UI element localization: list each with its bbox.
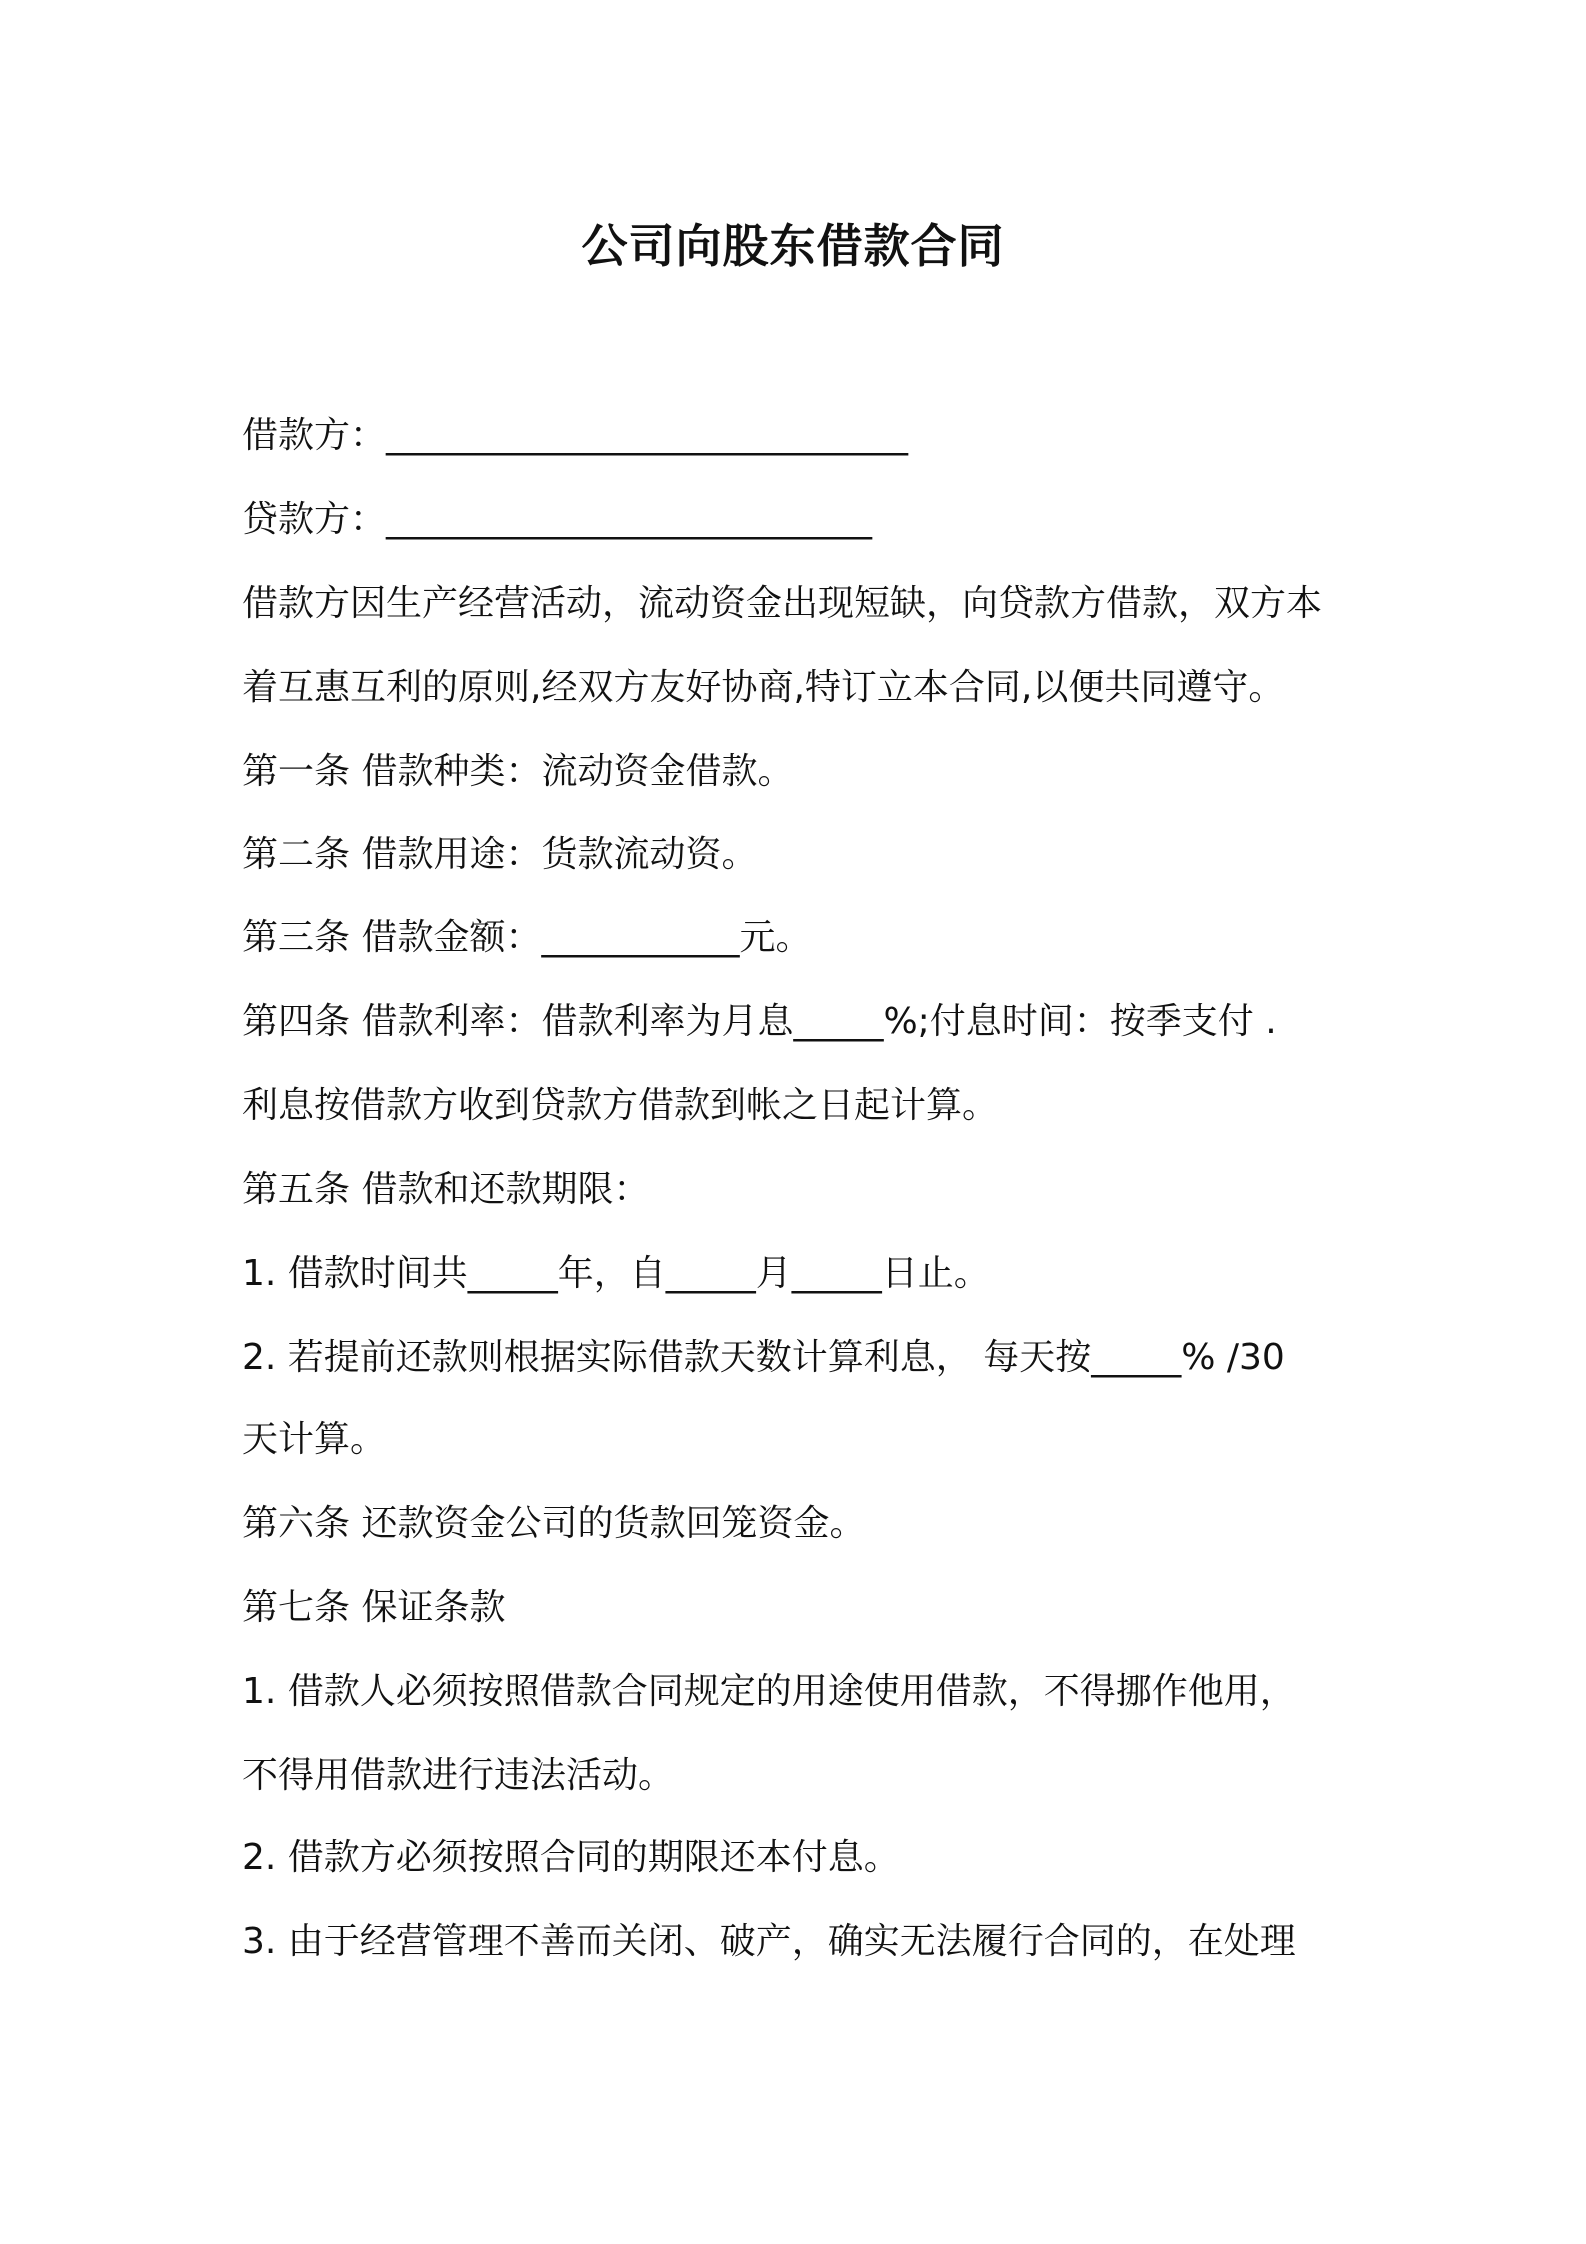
article-7-item-1-continued: 不得用借款进行违法活动。 <box>242 1755 675 1796</box>
preamble-line-1: 借款方因生产经营活动，流动资金出现短缺，向贷款方借款，双方本 <box>242 583 1323 624</box>
article-7-item-2: 2. 借款方必须按照合同的期限还本付息。 <box>242 1837 900 1878</box>
article-4-continued: 利息按借款方收到贷款方借款到帐之日起计算。 <box>242 1085 999 1126</box>
preamble-line-2: 着互惠互利的原则,经双方友好协商,特订立本合同,以便共同遵守。 <box>242 667 1285 708</box>
article-1: 第一条 借款种类：流动资金借款。 <box>242 751 794 792</box>
article-7-item-3: 3. 由于经营管理不善而关闭、破产，确实无法履行合同的，在处理 <box>242 1921 1296 1962</box>
article-7: 第七条 保证条款 <box>242 1587 506 1628</box>
article-3: 第三条 借款金额：___________元。 <box>242 917 812 958</box>
article-5: 第五条 借款和还款期限： <box>242 1169 650 1210</box>
article-5-item-1: 1. 借款时间共_____年，自_____月_____日止。 <box>242 1253 990 1294</box>
article-6: 第六条 还款资金公司的货款回笼资金。 <box>242 1503 866 1544</box>
lender-line: 贷款方：___________________________ <box>242 499 873 540</box>
article-4: 第四条 借款利率：借款利率为月息_____%;付息时间：按季支付 . <box>242 1001 1277 1042</box>
article-5-item-2-continued: 天计算。 <box>242 1419 387 1460</box>
article-2: 第二条 借款用途：货款流动资。 <box>242 834 758 875</box>
article-7-item-1: 1. 借款人必须按照借款合同规定的用途使用借款，不得挪作他用， <box>242 1671 1296 1712</box>
article-5-item-2: 2. 若提前还款则根据实际借款天数计算利息， 每天按_____% /30 <box>242 1337 1285 1378</box>
borrower-line: 借款方：_____________________________ <box>242 415 909 456</box>
document-title: 公司向股东借款合同 <box>581 219 1005 273</box>
